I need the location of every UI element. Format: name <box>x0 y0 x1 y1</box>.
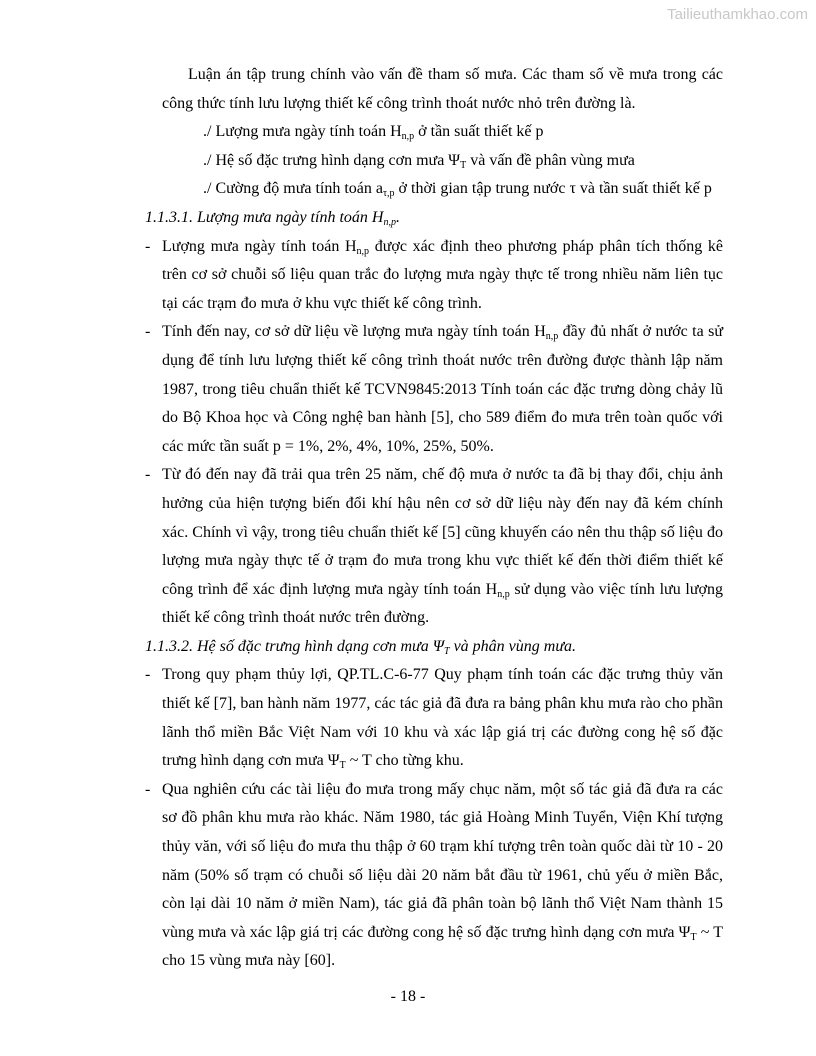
subscript: T <box>444 645 450 657</box>
bullet-paragraph <box>145 233 723 319</box>
text-run: ở tần suất thiết kế p <box>414 123 544 141</box>
paragraph <box>162 61 723 118</box>
text-run: ~ T cho 15 vùng mưa này [60]. <box>162 923 724 970</box>
bullet-dash: - <box>145 237 151 255</box>
subscript: n,p <box>497 588 510 600</box>
section-heading <box>145 633 723 662</box>
bullet-dash: - <box>145 666 151 684</box>
text-run: Tính đến nay, cơ sở dữ liệu về lượng mưa ngày tính toán H <box>162 323 546 341</box>
bullet-dash: - <box>145 780 151 798</box>
text-run: Luận án tập trung chính vào vấn đề tham số mưa. Các tham số về mưa trong các công thức tính lưu lượng thiết kế công trình thoát nước nhỏ trên đường là. <box>162 66 723 112</box>
text-run: 1.1.3.2. Hệ số đặc trưng hình dạng cơn mưa Ψ <box>145 637 444 655</box>
text-run: đầy đủ nhất ở nước ta sử dụng để tính lưu lượng thiết kế công trình thoát nước trên đường được thành lập năm 1987, trong tiêu chuẩn thiết kế TCVN9845:2013 Tính toán các đặc trưng dòng chảy lũ do Bộ Khoa học và Công nghệ ban hành [5], cho 589 điểm đo mưa trên toàn quốc với các mức tần suất p = 1%, 2%, 4%, 10%, 25%, 50%. <box>162 323 723 455</box>
text-run: Lượng mưa ngày tính toán H <box>162 237 357 255</box>
document-body <box>145 61 723 976</box>
bullet-paragraph <box>145 776 723 976</box>
text-run: ở thời gian tập trung nước τ và tần suất thiết kế p <box>394 180 712 198</box>
bullet-dash: - <box>145 466 151 484</box>
subscript: n,p <box>545 331 559 343</box>
text-run: ./ Hệ số đặc trưng hình dạng cơn mưa Ψ <box>203 151 461 169</box>
watermark: Tailieuthamkhao.com <box>667 6 808 23</box>
list-item <box>203 118 723 147</box>
subscript: T <box>460 159 467 171</box>
bullet-dash: - <box>145 323 151 341</box>
text-run: ./ Lượng mưa ngày tính toán H <box>203 123 402 141</box>
text-run: 1.1.3.1. Lượng mưa ngày tính toán H <box>145 208 384 226</box>
list-item <box>203 175 723 204</box>
subscript: n,p <box>356 245 370 257</box>
bullet-paragraph <box>145 318 723 461</box>
text-run: ~ T cho từng khu. <box>345 752 464 770</box>
text-run: và phân vùng mưa. <box>449 637 577 655</box>
text-run: được xác định theo phương pháp phân tích thống kê trên cơ sở chuỗi số liệu quan trắc đo lượng mưa ngày thực tế trong nhiều năm liên tục tại các trạm đo mưa ở khu vực thiết kế công trình. <box>162 237 723 312</box>
page-number: - 18 - <box>390 988 426 1005</box>
text-run: Qua nghiên cứu các tài liệu đo mưa trong mấy chục năm, một số tác giả đã đưa ra các sơ đồ phân khu mưa rào khác. Năm 1980, tác giả Hoàng Minh Tuyển, Viện Khí tượng thủy văn, với số liệu đo mưa thu thập ở 60 trạm khí tượng trên toàn quốc dài từ 10 - 20 năm (50% số trạm có chuỗi số liệu dài 20 năm bắt đầu từ 1961, chủ yếu ở miền Bắc, còn lại dài 10 năm ở miền Nam), tác giả đã phân toàn bộ lãnh thổ Việt Nam thành 15 vùng mưa và xác lập giá trị các đường cong hệ số đặc trưng hình dạng cơn mưa Ψ <box>162 780 723 941</box>
subscript: n,p <box>401 131 415 143</box>
subscript: T <box>690 931 697 943</box>
subscript: n,p <box>383 216 396 228</box>
bullet-paragraph <box>145 461 723 633</box>
bullet-paragraph <box>145 661 723 775</box>
text-run: và vấn đề phân vùng mưa <box>466 151 635 169</box>
text-run: sử dụng vào việc tính lưu lượng thiết kế công trình thoát nước trên đường. <box>162 580 724 627</box>
section-heading <box>145 204 723 233</box>
text-run: . <box>395 208 400 226</box>
text-run: Trong quy phạm thủy lợi, QP.TL.C-6-77 Quy phạm tính toán các đặc trưng thủy văn thiết kế [7], ban hành năm 1977, các tác giả đã đưa ra bảng phân khu mưa rào cho phần lãnh thổ miền Bắc Việt Nam với 10 khu và xác lập giá trị các đường cong hệ số đặc trưng hình dạng cơn mưa Ψ <box>162 666 723 770</box>
subscript: τ,p <box>383 188 395 200</box>
list-item <box>203 147 723 176</box>
subscript: T <box>339 760 346 772</box>
text-run: ./ Cường độ mưa tính toán a <box>203 180 384 198</box>
text-run: Từ đó đến nay đã trải qua trên 25 năm, chế độ mưa ở nước ta đã bị thay đổi, chịu ảnh hưởng của hiện tượng biến đổi khí hậu nên cơ sở dữ liệu này đến nay đã kém chính xác. Chính vì vậy, trong tiêu chuẩn thiết kế [5] cũng khuyến cáo nên thu thập số liệu đo lượng mưa ngày thực tế ở trạm đo mưa trong khu vực thiết kế đến thời điểm thiết kế công trình để xác định lượng mưa ngày tính toán H <box>162 466 723 598</box>
